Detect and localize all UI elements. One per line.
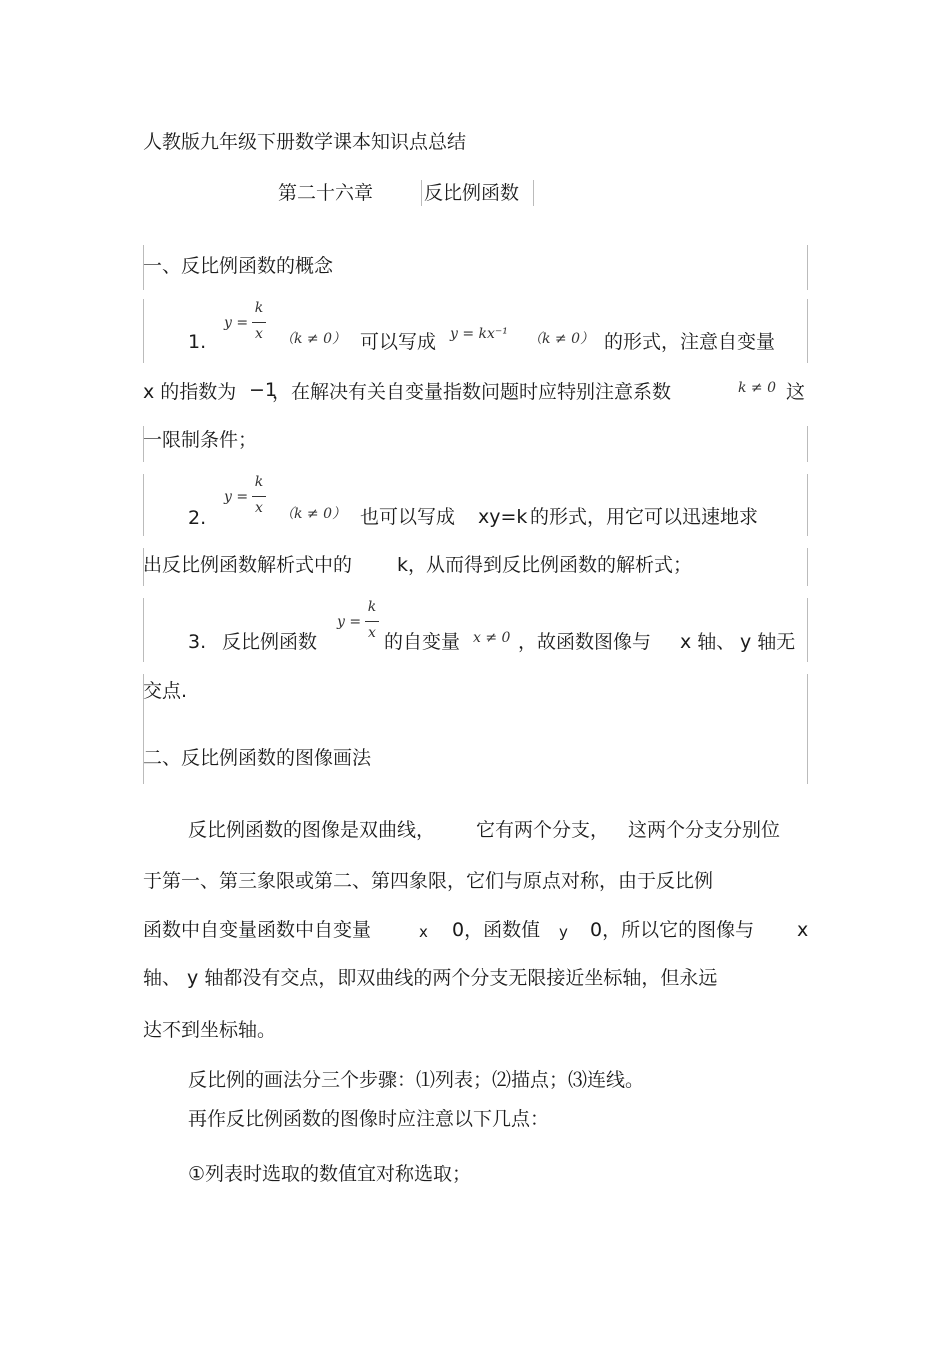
body-text: 轴、 y 轴都没有交点，即双曲线的两个分支无限接近坐标轴，但永远 (143, 967, 718, 989)
point-3-text: ，故函数图像与 (518, 631, 652, 653)
formula-y-equals-k-over-x: y = k x (224, 300, 270, 350)
body-text: 函数中自变量函数中自变量 (143, 919, 372, 941)
point-1-text: 的形式，注意自变量 (604, 331, 776, 353)
point-1-text: x 的指数为 (143, 381, 237, 403)
body-text: 达不到坐标轴。 (143, 1019, 277, 1041)
section-heading-concept: 一、反比例函数的概念 (143, 255, 334, 277)
cell-border (421, 180, 422, 206)
point-2-text: 出反比例函数解析式中的 (143, 554, 353, 576)
point-3-number: 3. (188, 631, 207, 653)
point-3-text: 反比例函数 (222, 631, 318, 653)
point-1-text: 这 (786, 381, 806, 403)
body-text: x (419, 923, 428, 941)
point-3-text: 交点. (143, 680, 188, 702)
formula-y-equals-k-over-x: y = k x (337, 599, 383, 649)
body-text: 这两个分支分别位 (628, 819, 781, 841)
notes-intro: 再作反比例函数的图像时应注意以下几点： (188, 1108, 550, 1130)
exponent-minus-one: −1 (249, 379, 278, 401)
point-3-text: 的自变量 (384, 631, 461, 653)
section-heading-graphing: 二、反比例函数的图像画法 (143, 747, 372, 769)
point-1-text: 一限制条件； (143, 429, 258, 451)
body-text: 0，所以它的图像与 (590, 919, 755, 941)
chapter-title: 反比例函数 (424, 182, 520, 204)
point-1-number: 1. (188, 331, 207, 353)
point-2-text: 的形式，用它可以迅速地求 (530, 506, 759, 528)
steps-text: 反比例的画法分三个步骤：⑴列表；⑵描点；⑶连线。 (188, 1069, 645, 1091)
formula-xy-equals-k: xy=k (478, 506, 528, 528)
note-item: ①列表时选取的数值宜对称选取； (188, 1163, 472, 1185)
formula-y-equals-k-over-x: y = k x (224, 474, 270, 524)
formula-y-kx-inverse: y = kx⁻¹ (450, 326, 508, 342)
point-2-text: 也可以写成 (360, 506, 456, 528)
cell-border (533, 180, 534, 206)
point-2-text: k， (397, 554, 428, 576)
body-text: 0，函数值 (452, 919, 541, 941)
body-text: 它有两个分支， (476, 819, 610, 841)
body-text: 反比例函数的图像是双曲线， (188, 819, 436, 841)
point-2-number: 2. (188, 507, 207, 529)
condition-k-nonzero: k ≠ 0 (738, 380, 777, 396)
body-text: x (797, 919, 809, 941)
document-title: 人教版九年级下册数学课本知识点总结 (143, 131, 467, 153)
body-text: y (559, 923, 568, 941)
point-3-text: x 轴、 (680, 631, 736, 653)
condition-k-nonzero: （k ≠ 0） (280, 331, 347, 347)
point-3-text: y 轴无 (740, 631, 796, 653)
condition-k-nonzero: （k ≠ 0） (528, 331, 595, 347)
point-2-text: 从而得到反比例函数的解析式； (426, 554, 693, 576)
point-1-text: 可以写成 (360, 331, 437, 353)
condition-x-nonzero: x ≠ 0 (473, 630, 511, 646)
condition-k-nonzero: （k ≠ 0） (280, 506, 347, 522)
point-1-text: ，在解决有关自变量指数问题时应特别注意系数 (272, 381, 672, 403)
body-text: 于第一、第三象限或第二、第四象限，它们与原点对称，由于反比例 (143, 870, 714, 892)
chapter-number: 第二十六章 (278, 182, 374, 204)
